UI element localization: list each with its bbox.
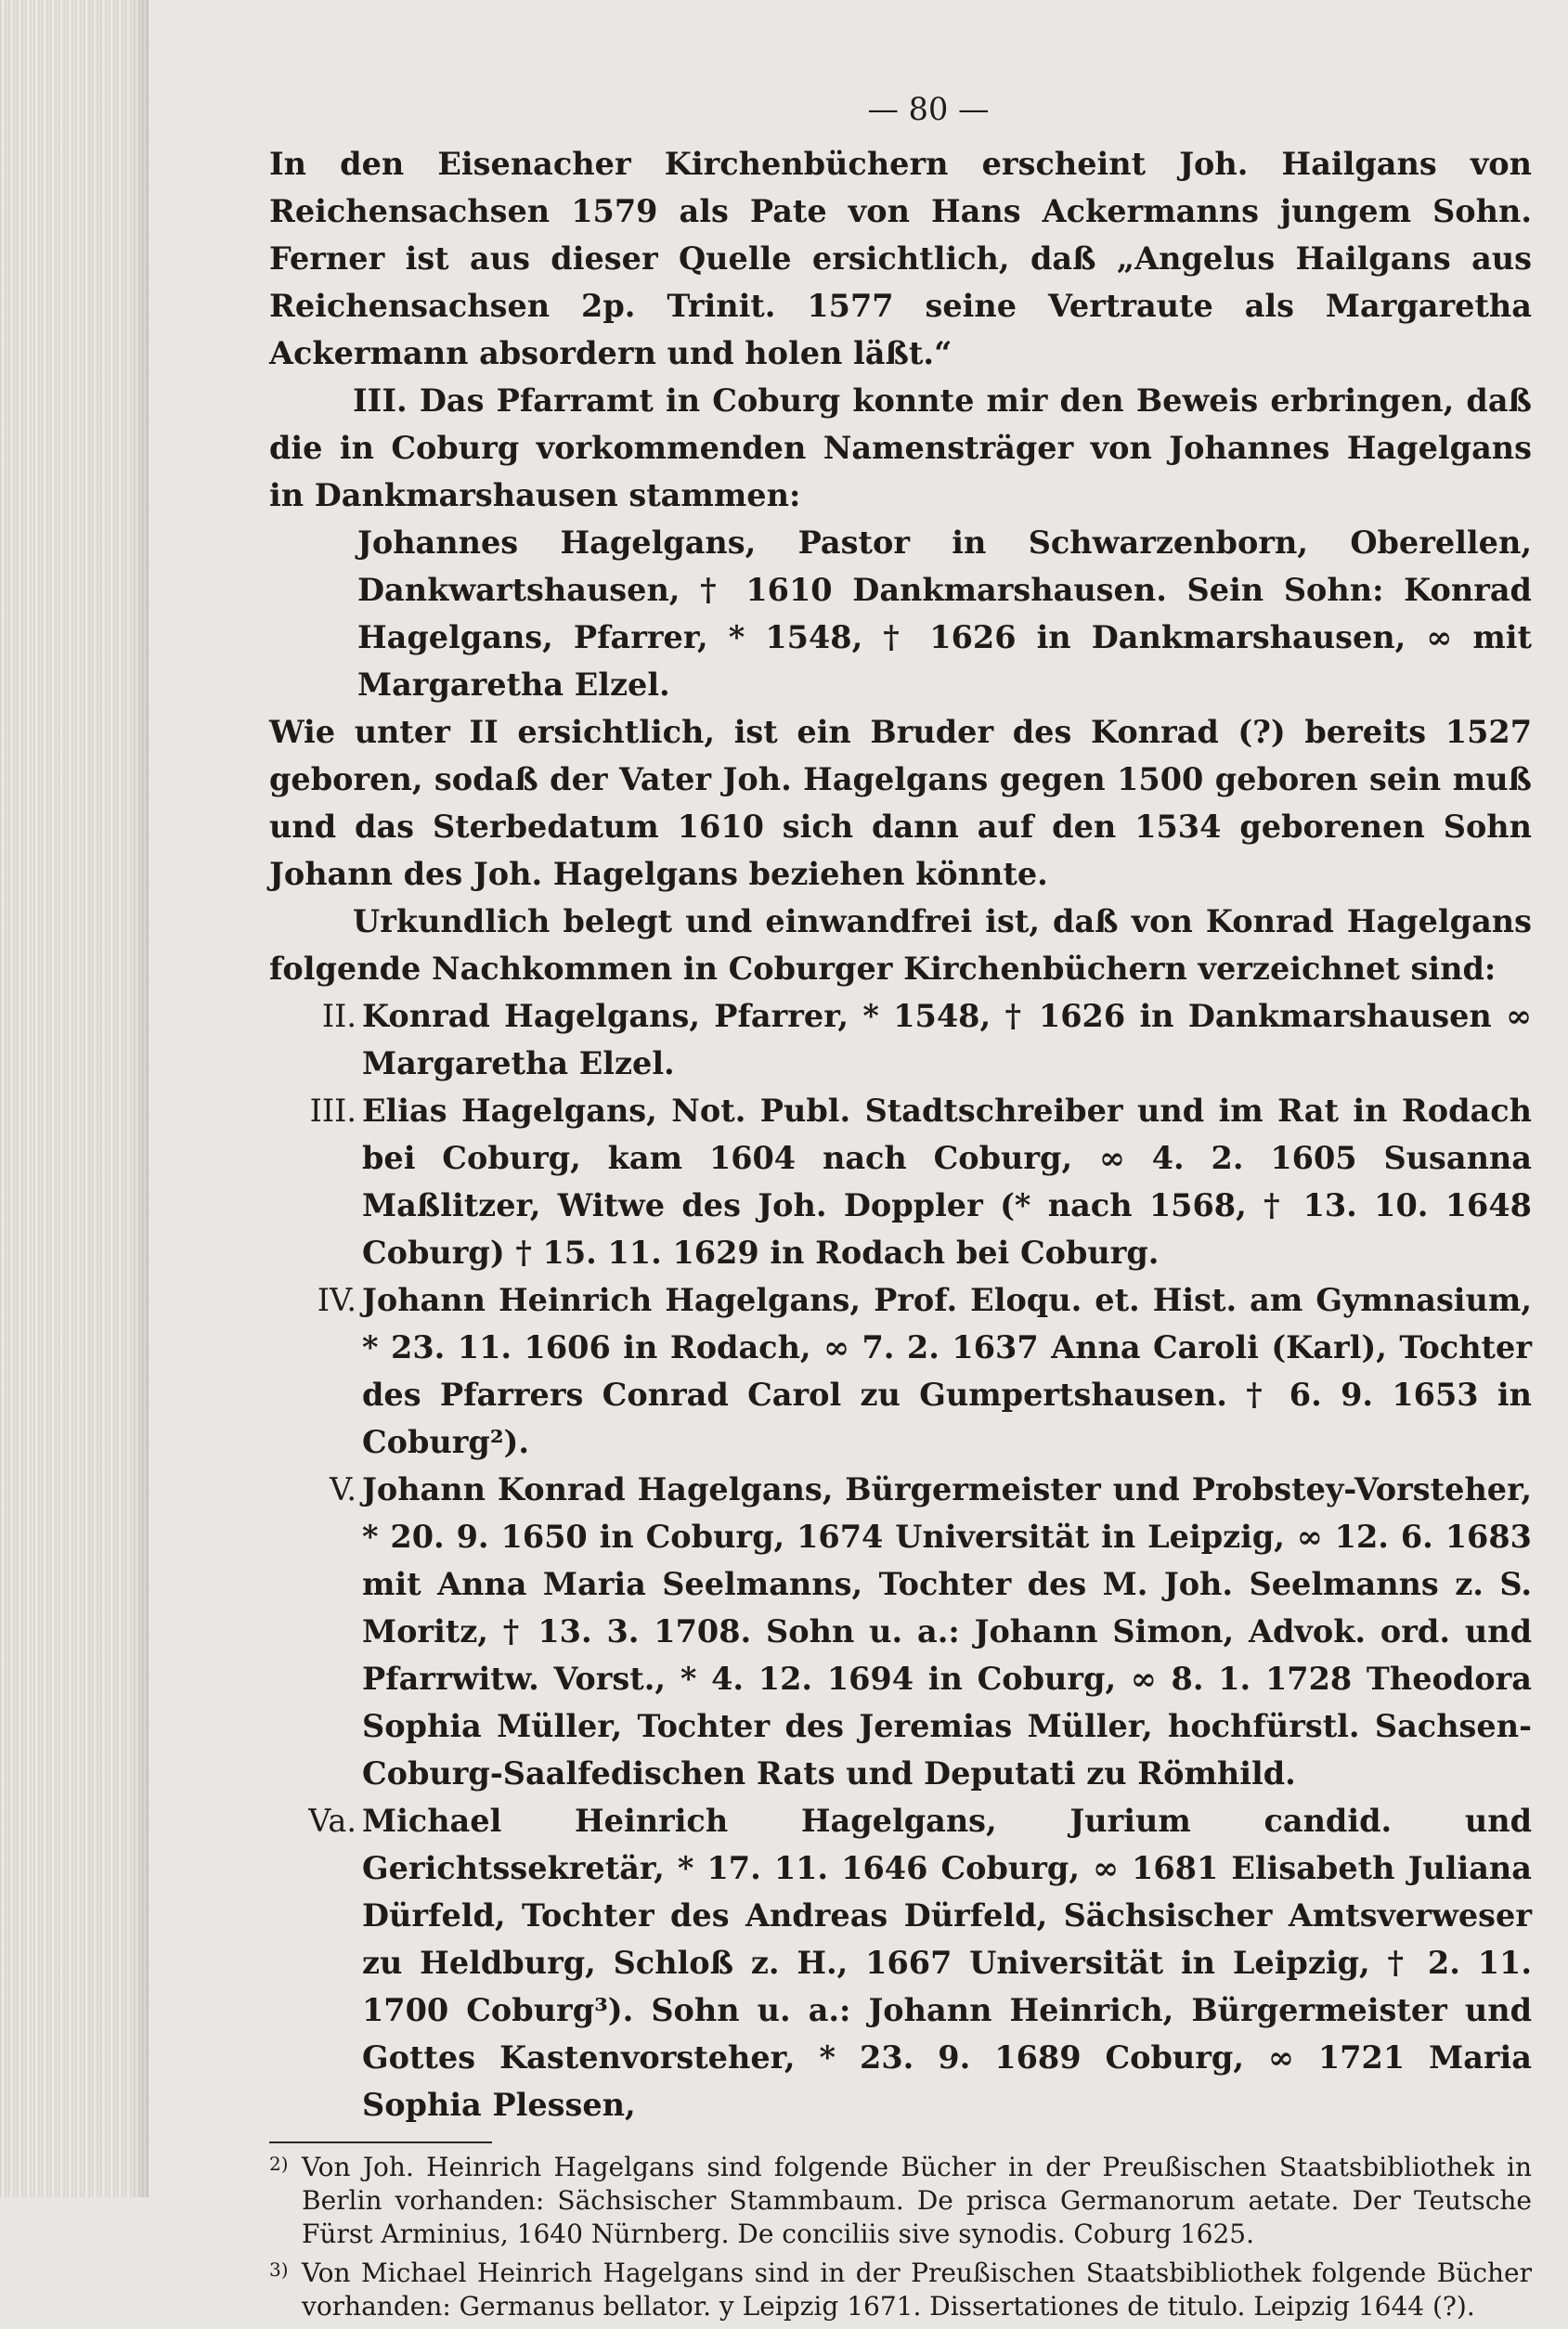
book-page [149, 0, 1568, 2322]
paragraph-eisenach: In den Eisenacher Kirchenbüchern erscheint Joh. Hailgans von Reichensachsen 1579 als Pate von Hans Ackermanns jungem Sohn. Ferner ist aus dieser Quelle ersichtlich, daß „Angelus Hailgans aus Reichensachsen 2p. Trinit. 1577 seine Vertraute als Margaretha Ackermann absordern und holen läßt.“ [269, 146, 1532, 371]
entry-number: II. [321, 998, 356, 1034]
descendant-list [269, 992, 1532, 2128]
book-page-edges [0, 0, 149, 2197]
page-number: — 80 — [867, 91, 990, 127]
entry-text: Elias Hagelgans, Not. Publ. Stadtschreiber und im Rat in Rodach bei Coburg, kam 1604 nach Coburg, ∞ 4. 2. 1605 Susanna Maßlitzer, Witwe des Joh. Doppler (* nach 1568, † 13. 10. 1648 Coburg) † 15. 11. 1629 in Rodach bei Coburg. [362, 1093, 1532, 1271]
entry-text: Michael Heinrich Hagelgans, Jurium candid. und Gerichtssekretär, * 17. 11. 1646 Coburg, ∞ 1681 Elisabeth Juliana Dürfeld, Tochter des Andreas Dürfeld, Sächsischer Amtsverweser zu Heldburg, Schloß z. H., 1667 Universität in Leipzig, † 2. 11. 1700 Coburg³). Sohn u. a.: Johann Heinrich, Bürgermeister und Gottes Kastenvorsteher, * 23. 9. 1689 Coburg, ∞ 1721 Maria Sophia Plessen, [362, 1803, 1532, 2123]
page-content [269, 85, 1532, 2329]
paragraph-coburg-proof: III. Das Pfarramt in Coburg konnte mir den Beweis erbringen, daß die in Coburg vorkommenden Namensträger von Johannes Hagelgans in Dankmarshausen stammen: [269, 382, 1532, 513]
entry-text: Johann Konrad Hagelgans, Bürgermeister und Probstey-Vorsteher, * 20. 9. 1650 in Coburg, 1674 Universität in Leipzig, ∞ 12. 6. 1683 mit Anna Maria Seelmanns, Tochter des M. Joh. Seelmanns z. S. Moritz, † 13. 3. 1708. Sohn u. a.: Johann Simon, Advok. ord. und Pfarrwitw. Vorst., * 4. 12. 1694 in Coburg, ∞ 8. 1. 1728 Theodora Sophia Müller, Tochter des Jeremias Müller, hochfürstl. Sachsen-Coburg-Saalfedischen Rats und Deputati zu Römhild. [362, 1471, 1532, 1792]
paragraph-reasoning: Wie unter II ersichtlich, ist ein Bruder des Konrad (?) bereits 1527 geboren, sodaß der Vater Joh. Hagelgans gegen 1500 geboren sein muß und das Sterbedatum 1610 sich dann auf den 1534 geborenen Sohn Johann des Joh. Hagelgans beziehen könnte. [269, 714, 1532, 892]
entry-number: IV. [317, 1282, 356, 1318]
entry-number: V. [330, 1471, 356, 1507]
footnote-divider [269, 2141, 492, 2143]
paragraph-descendants-intro: Urkundlich belegt und einwandfrei ist, daß von Konrad Hagelgans folgende Nachkommen in Coburger Kirchenbüchern verzeichnet sind: [269, 903, 1532, 987]
footnote-mark: 3) [269, 2258, 289, 2281]
list-item [269, 1087, 1532, 1276]
footnote-text: Von Michael Heinrich Hagelgans sind in der Preußischen Staatsbibliothek folgende Bücher vorhanden: Germanus bellator. y Leipzig 1671. Dissertationes de titulo. Leipzig 1644 (?). [302, 2258, 1532, 2322]
footnote-text: Von Joh. Heinrich Hagelgans sind folgende Bücher in der Preußischen Staatsbibliothek in Berlin vorhanden: Sächsischer Stammbaum. De prisca Germanorum aetate. Der Teutsche Fürst Arminius, 1640 Nürnberg. De conciliis sive synodis. Coburg 1625. [302, 2152, 1532, 2249]
entry-text: Johann Heinrich Hagelgans, Prof. Eloqu. et. Hist. am Gymnasium, * 23. 11. 1606 in Rodach, ∞ 7. 2. 1637 Anna Caroli (Karl), Tochter des Pfarrers Conrad Carol zu Gumpertshausen. † 6. 9. 1653 in Coburg²). [362, 1282, 1532, 1460]
footnote [269, 2257, 1532, 2323]
list-item [269, 1466, 1532, 1797]
quoted-record [269, 519, 1532, 708]
list-item [269, 992, 1532, 1087]
list-item [269, 1797, 1532, 2128]
footnotes [269, 2151, 1532, 2323]
entry-number: III. [309, 1093, 356, 1129]
footnote [269, 2151, 1532, 2251]
paragraph-johannes-record: Johannes Hagelgans, Pastor in Schwarzenborn, Oberellen, Dankwartshausen, † 1610 Dankmarshausen. Sein Sohn: Konrad Hagelgans, Pfarrer, * 1548, † 1626 in Dankmarshausen, ∞ mit Margaretha Elzel. [357, 524, 1532, 703]
entry-text: Konrad Hagelgans, Pfarrer, * 1548, † 1626 in Dankmarshausen ∞ Margaretha Elzel. [362, 998, 1532, 1081]
footnote-mark: 2) [269, 2153, 289, 2175]
list-item [269, 1276, 1532, 1466]
entry-number: Va. [308, 1803, 356, 1839]
